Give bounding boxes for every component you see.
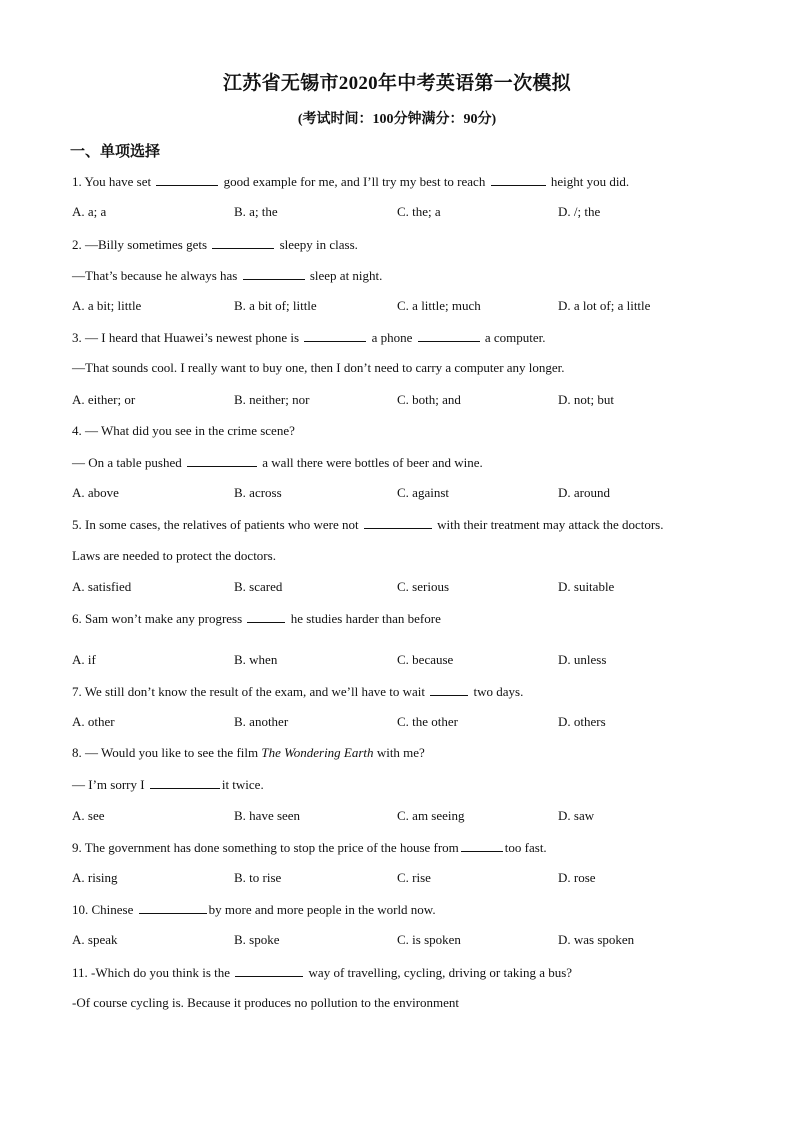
- exam-info: (考试时间：100分钟满分：90分): [297, 112, 497, 127]
- option-c: C. the; a: [397, 204, 441, 219]
- option-d: D. unless: [558, 652, 607, 667]
- option-a: A. if: [72, 652, 96, 667]
- option-d: D. saw: [558, 808, 595, 823]
- question-8-text: 8. — Would you like to see the film The Wondering Earth with me?: [72, 745, 425, 760]
- answer-blank: [418, 329, 480, 342]
- answer-blank: [364, 516, 432, 529]
- question-9-text: 9. The government has done something to stop the price of the house from too fast.: [72, 840, 547, 855]
- option-d: D. /; the: [558, 204, 601, 219]
- answer-blank: [156, 173, 218, 186]
- option-d: D. suitable: [558, 579, 615, 594]
- option-d: D. rose: [558, 870, 596, 885]
- film-title: The Wondering Earth: [261, 745, 374, 760]
- option-d: D. around: [558, 485, 610, 500]
- question-7-text: 7. We still don’t know the result of the exam, and we’ll have to wait two days.: [72, 684, 524, 699]
- answer-blank: [187, 454, 257, 467]
- option-b: B. when: [234, 652, 278, 667]
- section-heading: 一、单项选择: [70, 144, 161, 160]
- option-a: A. rising: [72, 870, 118, 885]
- answer-blank: [235, 964, 303, 977]
- question-4-text: 4. — What did you see in the crime scene?: [72, 423, 295, 438]
- question-11-text: 11. -Which do you think is the way of travelling, cycling, driving or taking a bus?: [72, 965, 573, 980]
- question-8-reply: — I’m sorry I it twice.: [72, 777, 264, 792]
- question-2-reply: —That’s because he always has sleep at night.: [72, 268, 383, 283]
- question-8-options: [72, 808, 732, 826]
- answer-blank: [150, 776, 220, 789]
- option-b: B. across: [234, 485, 282, 500]
- option-a: A. speak: [72, 932, 118, 947]
- answer-blank: [304, 329, 366, 342]
- question-4-options: [72, 485, 732, 503]
- answer-blank: [430, 683, 468, 696]
- option-c: C. against: [397, 485, 449, 500]
- answer-blank: [212, 236, 274, 249]
- question-2-options: [72, 298, 732, 316]
- option-a: A. a bit; little: [72, 298, 142, 313]
- option-d: D. was spoken: [558, 932, 635, 947]
- question-10-text: 10. Chinese by more and more people in the world now.: [72, 902, 436, 917]
- question-3-options: [72, 392, 732, 410]
- question-1-text: 1. You have set good example for me, and I’ll try my best to reach height you did.: [72, 174, 630, 189]
- question-3-text: 3. — I heard that Huawei’s newest phone is a phone a computer.: [72, 330, 546, 345]
- option-b: B. have seen: [234, 808, 301, 823]
- question-4-reply: — On a table pushed a wall there were bottles of beer and wine.: [72, 455, 483, 470]
- option-b: B. to rise: [234, 870, 282, 885]
- question-2-text: 2. —Billy sometimes gets sleepy in class.: [72, 237, 358, 252]
- option-d: D. not; but: [558, 392, 614, 407]
- option-a: A. a; a: [72, 204, 107, 219]
- option-d: D. a lot of; a little: [558, 298, 651, 313]
- question-11-reply: -Of course cycling is. Because it produces no pollution to the environment: [72, 995, 460, 1010]
- option-c: C. serious: [397, 579, 449, 594]
- answer-blank: [491, 173, 546, 186]
- option-c: C. because: [397, 652, 454, 667]
- option-c: C. am seeing: [397, 808, 465, 823]
- option-d: D. others: [558, 714, 606, 729]
- option-a: A. above: [72, 485, 119, 500]
- question-10-options: [72, 932, 732, 950]
- option-b: B. spoke: [234, 932, 280, 947]
- option-c: C. both; and: [397, 392, 461, 407]
- option-b: B. scared: [234, 579, 283, 594]
- option-b: B. neither; nor: [234, 392, 310, 407]
- option-a: A. satisfied: [72, 579, 132, 594]
- question-5-text-cont: Laws are needed to protect the doctors.: [72, 548, 276, 563]
- answer-blank: [461, 839, 503, 852]
- option-a: A. other: [72, 714, 115, 729]
- option-c: C. a little; much: [397, 298, 481, 313]
- answer-blank: [247, 610, 285, 623]
- option-a: A. see: [72, 808, 105, 823]
- question-3-reply: —That sounds cool. I really want to buy one, then I don’t need to carry a computer any longer.: [72, 360, 565, 375]
- question-7-options: [72, 714, 732, 732]
- option-b: B. a bit of; little: [234, 298, 317, 313]
- option-b: B. a; the: [234, 204, 278, 219]
- question-9-options: [72, 870, 732, 888]
- option-c: C. the other: [397, 714, 459, 729]
- answer-blank: [139, 901, 207, 914]
- option-a: A. either; or: [72, 392, 136, 407]
- option-c: C. is spoken: [397, 932, 461, 947]
- question-5-text: 5. In some cases, the relatives of patients who were not with their treatment may attack the doctors.: [72, 517, 664, 532]
- question-1-options: [72, 204, 732, 222]
- question-5-options: [72, 579, 732, 597]
- option-c: C. rise: [397, 870, 431, 885]
- answer-blank: [243, 267, 305, 280]
- question-6-options: [72, 652, 732, 670]
- question-6-text: 6. Sam won’t make any progress he studies harder than before: [72, 611, 441, 626]
- page-title: 江苏省无锡市2020年中考英语第一次模拟: [222, 73, 571, 94]
- option-b: B. another: [234, 714, 289, 729]
